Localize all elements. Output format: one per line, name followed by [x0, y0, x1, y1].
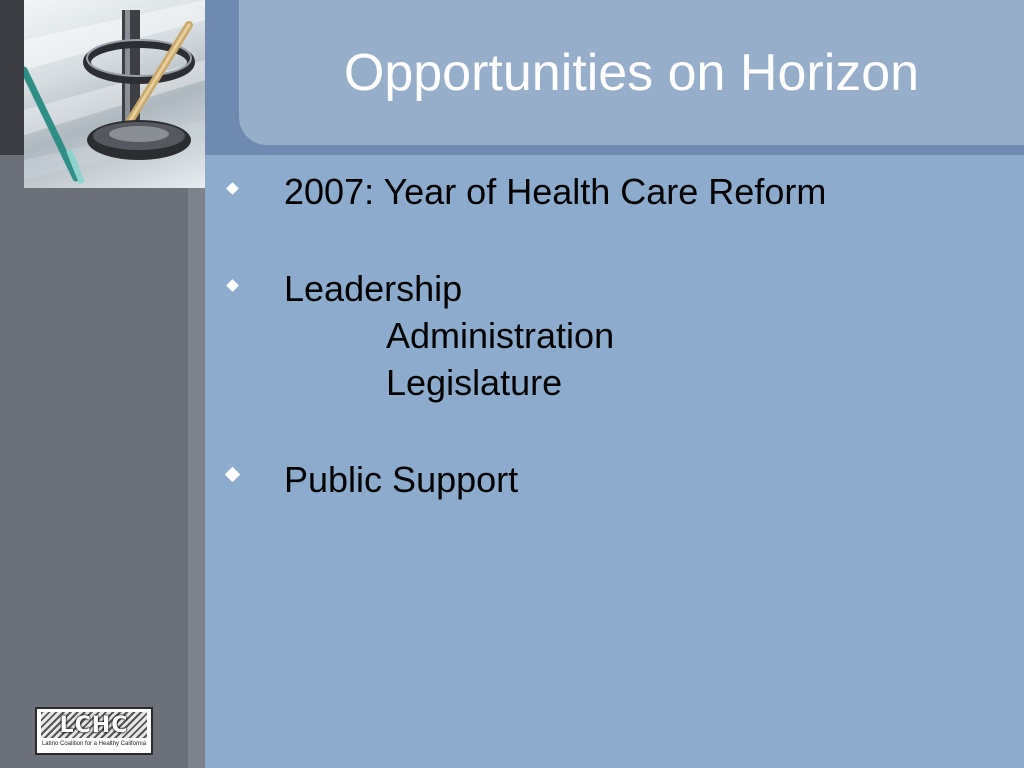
- left-dark-strip: [0, 0, 24, 155]
- bullet-text: Leadership: [284, 268, 463, 309]
- sub-bullet-text: Legislature: [386, 362, 563, 403]
- diamond-bullet-icon: [226, 182, 239, 195]
- bullet-item: [226, 170, 1006, 214]
- toothbrush-holder-image: [24, 0, 205, 188]
- bullet-text: 2007: Year of Health Care Reform: [284, 171, 827, 212]
- logo-mark: [41, 712, 147, 738]
- bullet-item: [226, 267, 1006, 311]
- bullet-text: Public Support: [284, 459, 519, 500]
- title-box: [239, 0, 1024, 145]
- diamond-bullet-icon: [226, 279, 239, 292]
- diamond-bullet-icon: [225, 467, 241, 483]
- toothbrush-holder-photo: [24, 0, 205, 188]
- slide-title: Opportunities on Horizon: [343, 44, 920, 102]
- logo-tagline: Latino Coalition for a Healthy California: [41, 741, 147, 747]
- bullet-item: [226, 458, 1006, 502]
- logo-letters: LCHC: [59, 712, 129, 738]
- left-panel-edge: [188, 188, 205, 768]
- sub-bullet-text: Administration: [386, 315, 615, 356]
- lchc-logo: [35, 707, 153, 755]
